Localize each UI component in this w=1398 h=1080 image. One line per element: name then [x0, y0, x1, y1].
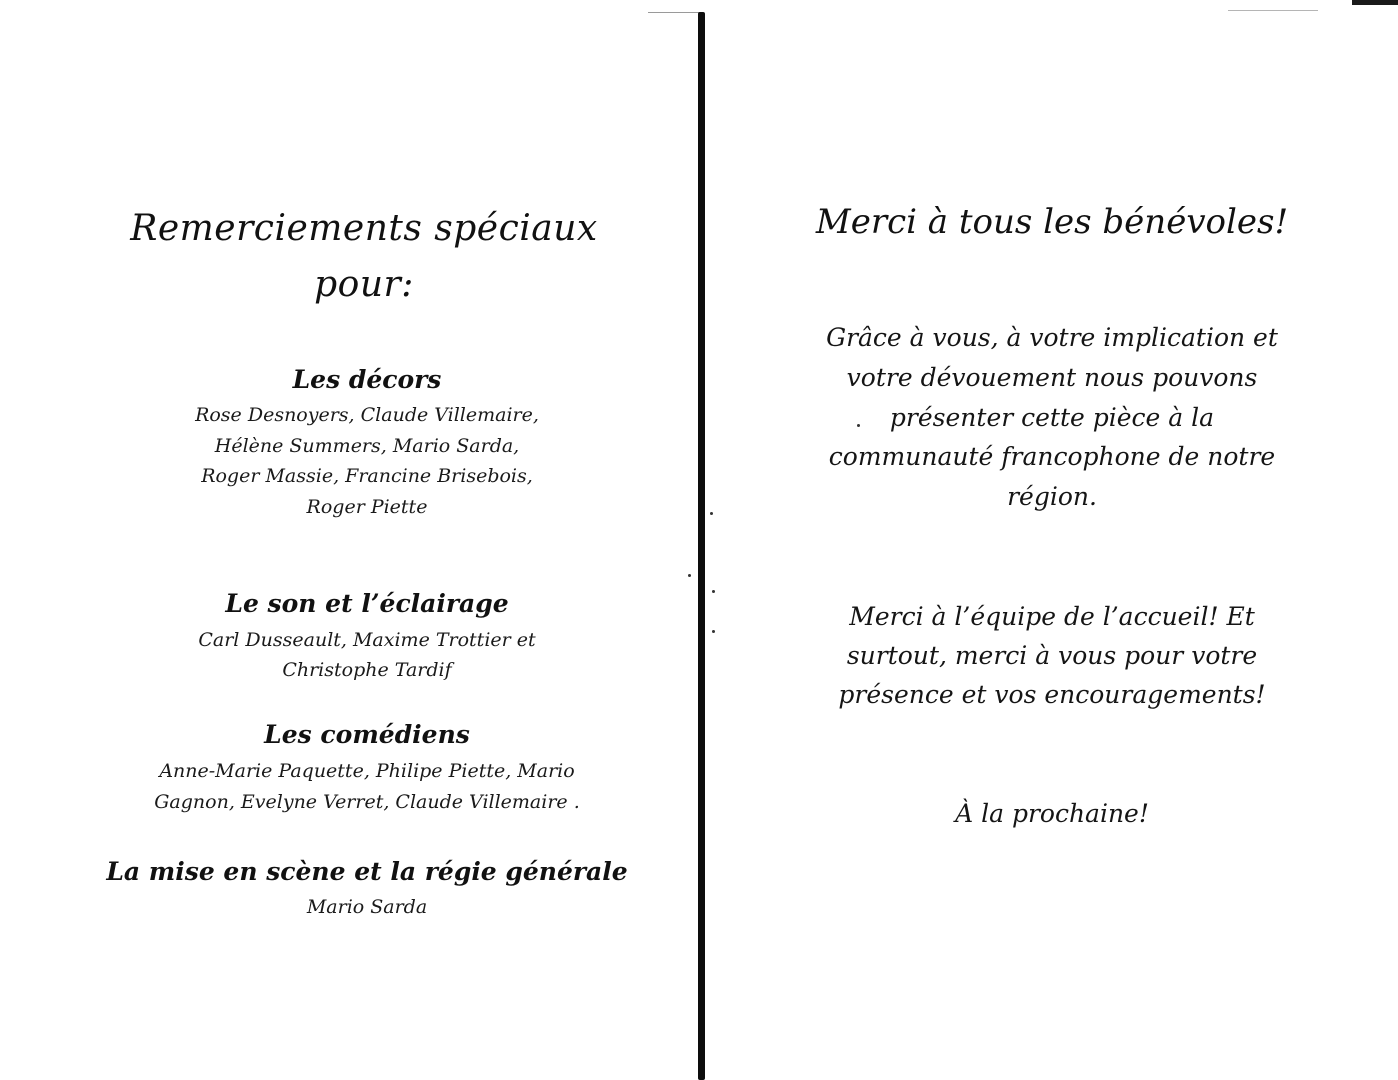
left-page [0, 0, 698, 1080]
paragraph1-line3: présenter cette pièce à la [889, 403, 1215, 432]
paragraph1-line2: votre dévouement nous pouvons [846, 363, 1258, 392]
names-sound-line1: Carl Dusseault, Maxime Trottier et [198, 629, 536, 651]
paragraph1-line5: région. [1007, 482, 1097, 511]
names-actors-line2: Gagnon, Evelyne Verret, Claude Villemaire . [154, 791, 580, 813]
section-heading-actors: Les comédiens [264, 720, 470, 749]
volunteers-title: Merci à tous les bénévoles! [815, 202, 1289, 242]
names-sound-line2: Christophe Tardif [282, 659, 452, 681]
paragraph2-line1: Merci à l’équipe de l’accueil! Et [849, 602, 1255, 631]
section-heading-direction: La mise en scène et la régie générale [106, 857, 628, 886]
thanks-title-line2: pour: [314, 264, 414, 305]
right-page [706, 0, 1398, 1080]
names-decors-line3: Roger Massie, Francine Brisebois, [201, 465, 533, 487]
names-direction-line1: Mario Sarda [306, 896, 428, 918]
paragraph2-line2: surtout, merci à vous pour votre [846, 641, 1258, 670]
names-decors-line2: Hélène Summers, Mario Sarda, [214, 435, 520, 457]
closing-line: À la prochaine! [955, 799, 1149, 828]
paragraph2-line3: présence et vos encouragements! [838, 680, 1266, 709]
paragraph1-line1: Grâce à vous, à votre implication et [826, 323, 1278, 352]
section-heading-sound-lighting: Le son et l’éclairage [225, 589, 509, 618]
section-heading-decors: Les décors [292, 365, 442, 394]
names-actors-line1: Anne-Marie Paquette, Philipe Piette, Mario [159, 760, 575, 782]
paragraph1-line4: communauté francophone de notre [828, 442, 1276, 471]
names-decors-line1: Rose Desnoyers, Claude Villemaire, [195, 404, 539, 426]
names-decors-line4: Roger Piette [306, 496, 428, 518]
thanks-title-line1: Remerciements spéciaux [130, 208, 598, 249]
center-fold-line [698, 12, 705, 1080]
